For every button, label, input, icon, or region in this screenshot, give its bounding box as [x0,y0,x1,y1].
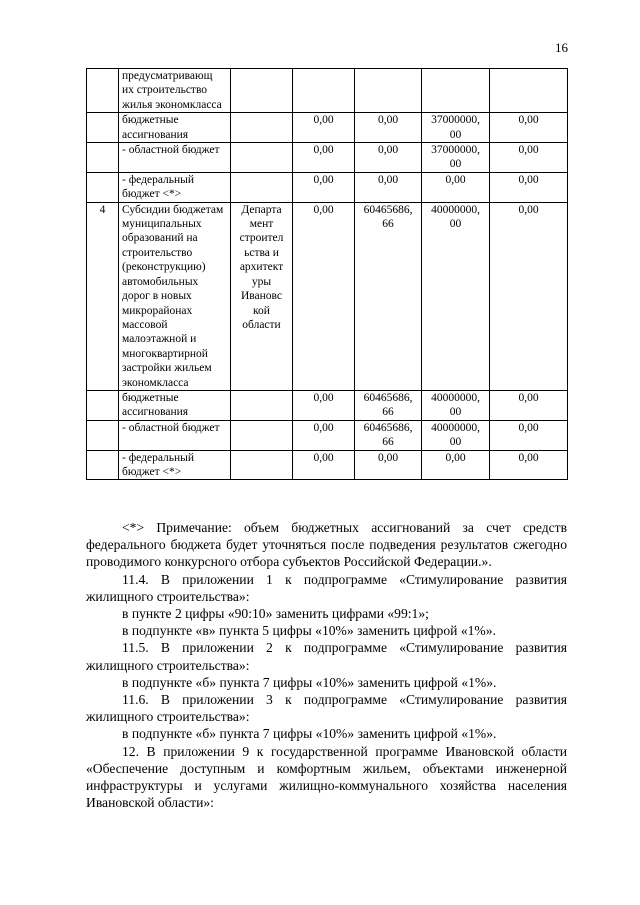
value-cell: 60465686, 66 [355,202,422,390]
value-cell: 0,00 [293,202,355,390]
row-name-cell: бюджетные ассигнования [119,113,231,143]
body-paragraph: 11.6. В приложении 3 к подпрограмме «Стимулирование развития жилищного строительства»: [86,692,567,725]
value-cell: 37000000, 00 [422,113,490,143]
row-number-cell [87,143,119,173]
table-row [87,202,568,390]
value-cell: 0,00 [490,113,568,143]
value-cell: 60465686, 66 [355,420,422,450]
row-number-cell: 4 [87,202,119,390]
table-row [87,143,568,173]
value-cell: 40000000, 00 [422,420,490,450]
row-name-cell: - федеральный бюджет <*> [119,172,231,202]
row-number-cell [87,113,119,143]
value-cell: 0,00 [293,420,355,450]
row-number-cell [87,420,119,450]
row-number-cell [87,390,119,420]
body-paragraph: в подпункте «в» пункта 5 цифры «10%» заменить цифрой «1%». [122,623,496,639]
value-cell: 0,00 [490,202,568,390]
value-cell: 0,00 [355,143,422,173]
value-cell: 0,00 [293,450,355,480]
value-cell: 60465686, 66 [355,390,422,420]
row-executor-cell [231,450,293,480]
row-name-cell: Субсидии бюджетам муниципальных образований на строительство (реконструкцию) автомобильных дорог в новых микрорайонах массовой малоэтажной и многоквартирной застройки жильем экономкласса [119,202,231,390]
table-row [87,420,568,450]
value-cell: 0,00 [355,172,422,202]
row-name-cell: бюджетные ассигнования [119,390,231,420]
body-paragraph: в подпункте «б» пункта 7 цифры «10%» заменить цифрой «1%». [122,674,497,690]
value-cell: 0,00 [490,143,568,173]
row-executor-cell [231,143,293,173]
page-number: 16 [555,40,568,55]
table-row [87,390,568,420]
value-cell: 0,00 [293,143,355,173]
row-number-cell [87,450,119,480]
value-cell [422,69,490,113]
value-cell [355,69,422,113]
budget-allocation-table [86,68,568,480]
body-paragraph: в пункте 2 цифры «90:10» заменить цифрами «99:1»; [122,606,429,622]
table-row [87,450,568,480]
row-number-cell [87,172,119,202]
value-cell: 40000000, 00 [422,390,490,420]
value-cell: 0,00 [422,172,490,202]
row-name-cell: - областной бюджет [119,143,231,173]
value-cell: 0,00 [293,390,355,420]
value-cell: 0,00 [490,172,568,202]
value-cell [490,69,568,113]
row-name-cell: - областной бюджет [119,420,231,450]
body-paragraph: 11.5. В приложении 2 к подпрограмме «Стимулирование развития жилищного строительства»: [86,640,567,673]
row-executor-cell [231,113,293,143]
row-number-cell [87,69,119,113]
value-cell: 0,00 [293,172,355,202]
value-cell: 37000000, 00 [422,143,490,173]
value-cell: 0,00 [490,390,568,420]
value-cell: 0,00 [355,450,422,480]
document-body-text [86,519,567,811]
value-cell: 0,00 [490,450,568,480]
table-row [87,172,568,202]
row-name-cell: - федеральный бюджет <*> [119,450,231,480]
value-cell [293,69,355,113]
row-executor-cell: Департа мент строител ьства и архитект уры Ивановс кой области [231,202,293,390]
value-cell: 0,00 [355,113,422,143]
row-executor-cell [231,420,293,450]
body-paragraph: 11.4. В приложении 1 к подпрограмме «Стимулирование развития жилищного строительства»: [86,571,567,604]
value-cell: 0,00 [422,450,490,480]
body-paragraph: 12. В приложении 9 к государственной программе Ивановской области «Обеспечение доступным и комфортным жильем, объектами инженерной инфраструктуры и услугами жилищно-коммунального хозяйства населения Ивановской области»: [86,743,567,811]
footnote-paragraph: <*> Примечание: объем бюджетных ассигнований за счет средств федерального бюджета будет уточняться после подведения результатов сжегодно проводимого конкурсного отбора субъектов Российской Федерации.». [86,520,567,570]
table-row [87,113,568,143]
value-cell: 0,00 [490,420,568,450]
row-name-cell: предусматривающ их строительство жилья экономкласса [119,69,231,113]
row-executor-cell [231,172,293,202]
table-row [87,69,568,113]
row-executor-cell [231,390,293,420]
value-cell: 40000000, 00 [422,202,490,390]
body-paragraph: в подпункте «б» пункта 7 цифры «10%» заменить цифрой «1%». [122,726,497,742]
row-executor-cell [231,69,293,113]
value-cell: 0,00 [293,113,355,143]
